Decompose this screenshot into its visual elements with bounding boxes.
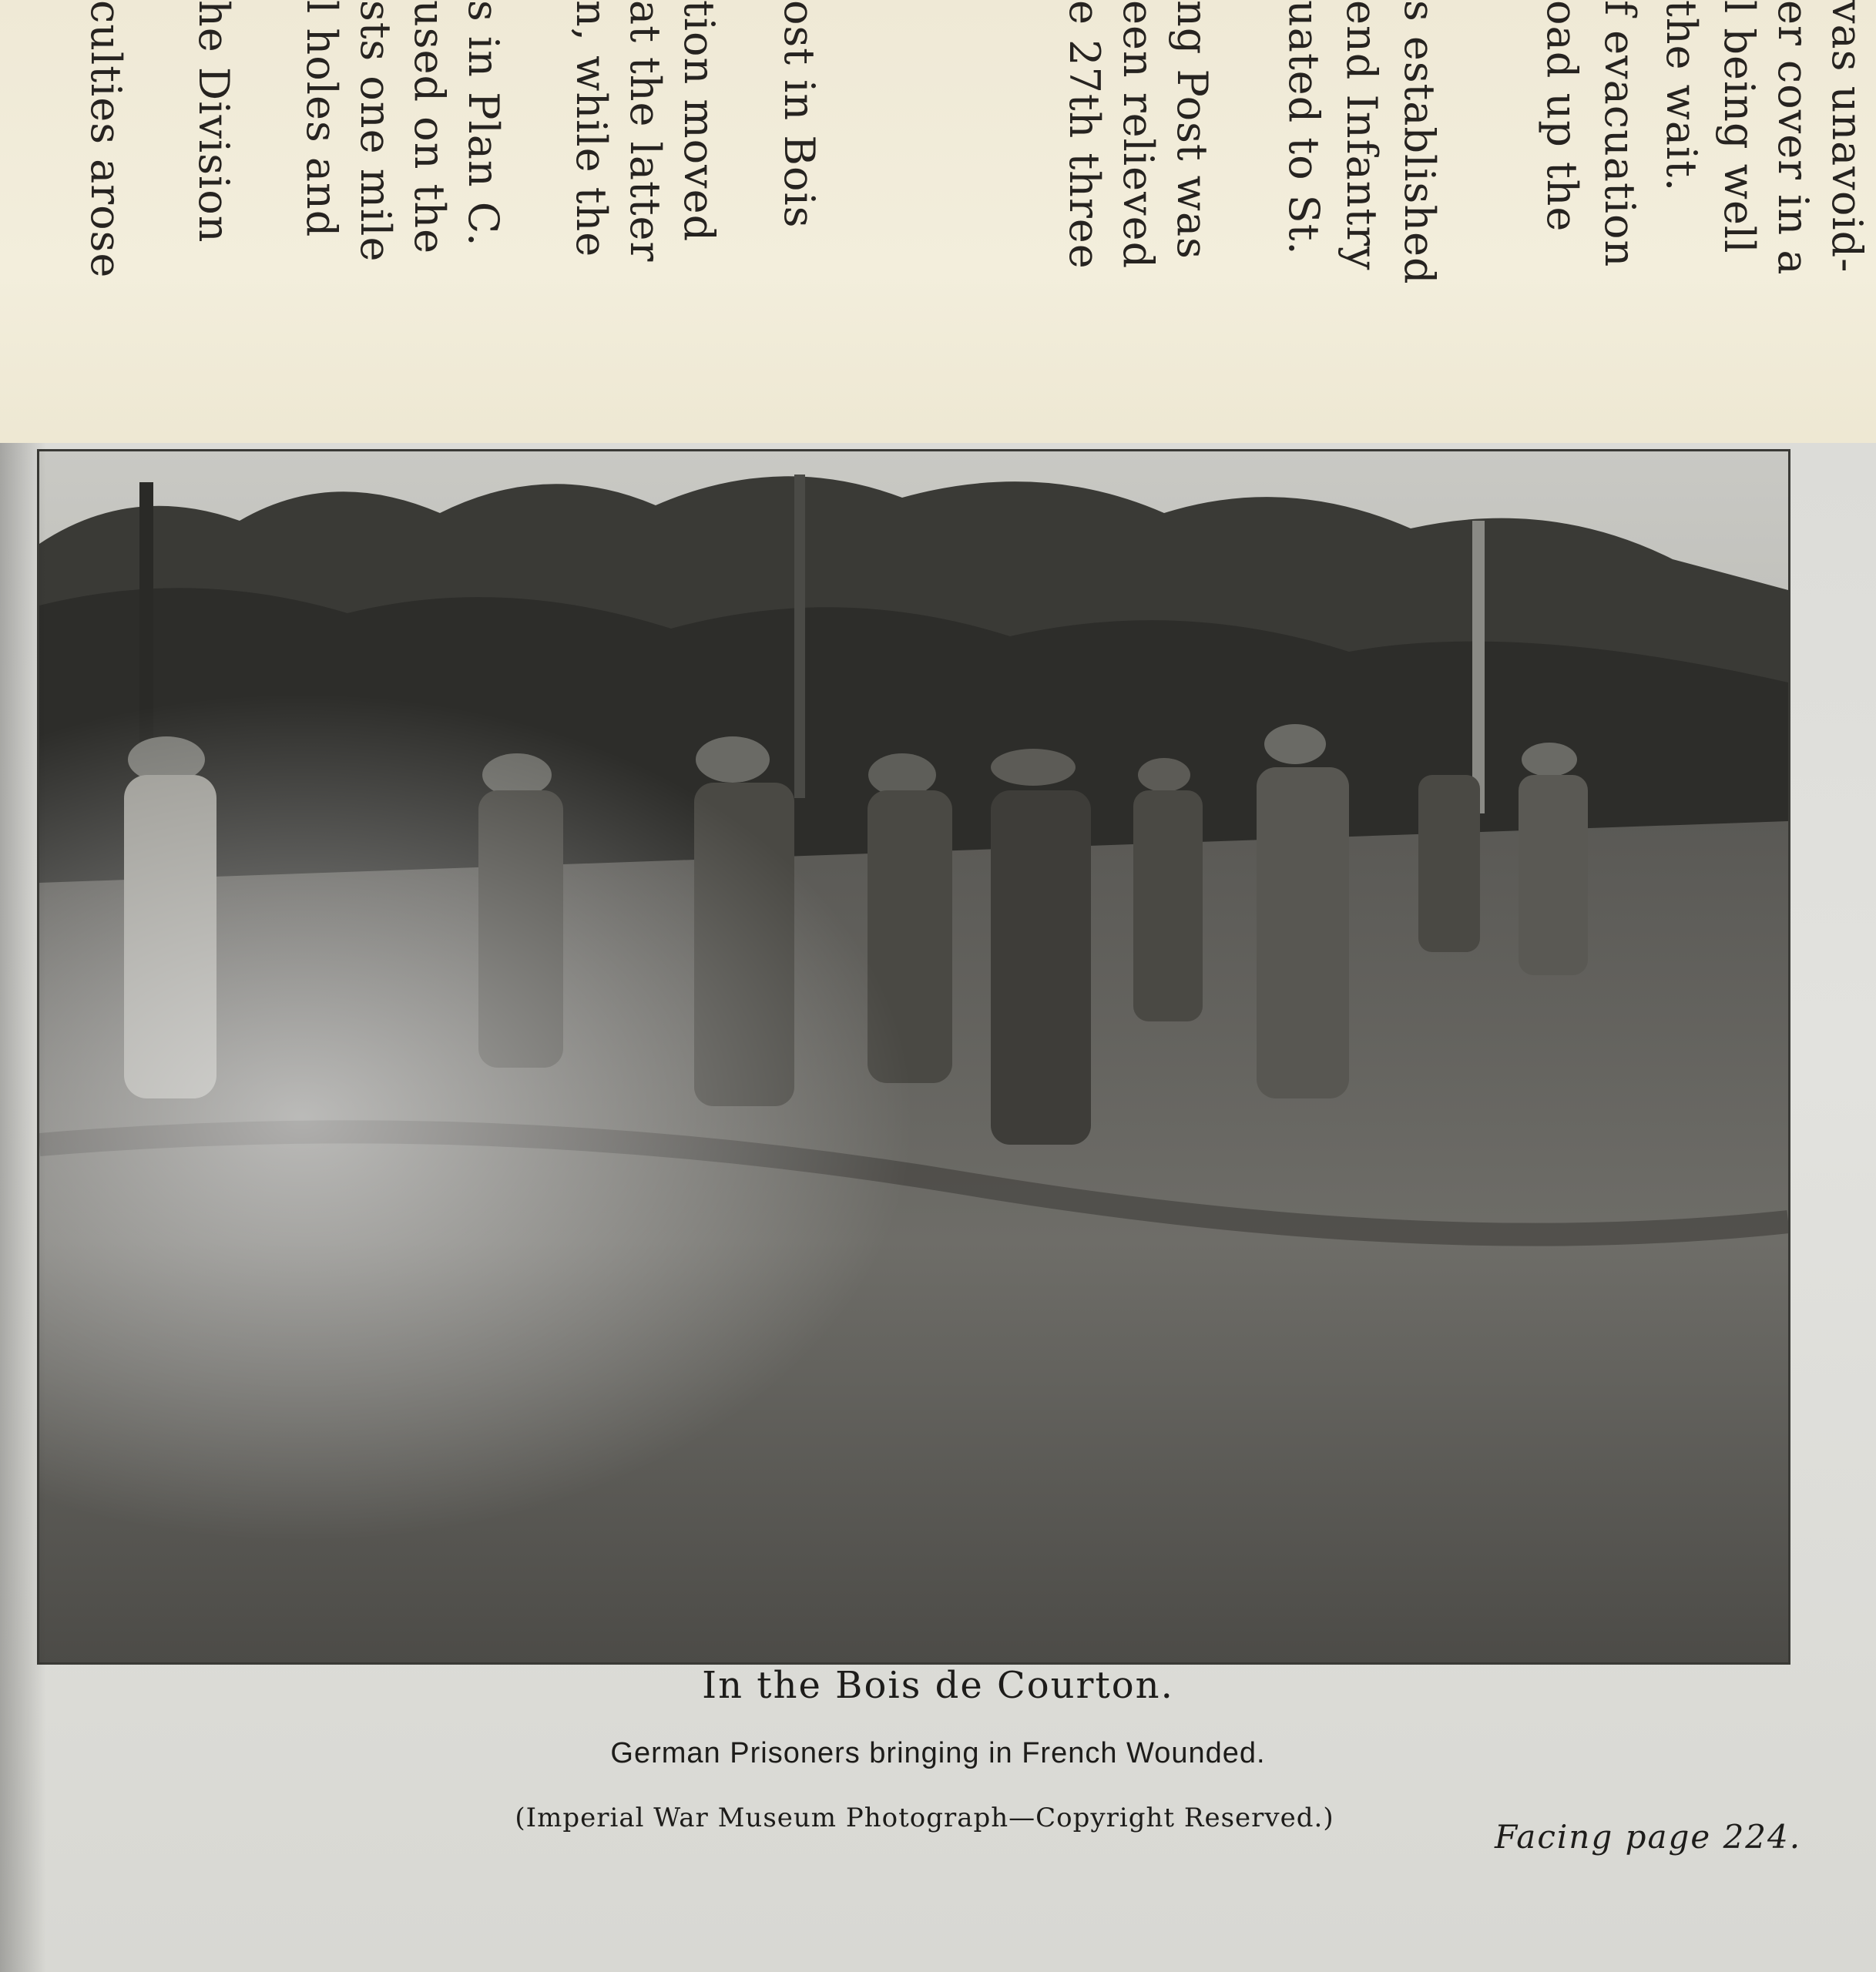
text-column: tion moved bbox=[675, 0, 723, 243]
page-shadow bbox=[0, 443, 46, 1972]
text-column: vas unavoid- bbox=[1823, 0, 1871, 273]
photo-credit: (Imperial War Museum Photograph—Copyright Reserved.) bbox=[515, 1803, 1334, 1833]
text-column: used on the bbox=[405, 0, 454, 255]
rotated-text-columns bbox=[31, 0, 1876, 285]
text-column: he Division bbox=[190, 0, 238, 243]
text-column: the wait. bbox=[1657, 0, 1706, 193]
text-column: l being well bbox=[1715, 0, 1764, 254]
text-column: oad up the bbox=[1538, 0, 1586, 233]
text-column: ost in Bois bbox=[775, 0, 824, 229]
text-column: culties arose bbox=[82, 0, 130, 279]
text-column: f evacuation bbox=[1596, 0, 1644, 268]
text-column: at the latter bbox=[621, 0, 670, 263]
text-column: l holes and bbox=[297, 0, 346, 238]
text-column: sts one mile bbox=[351, 0, 400, 263]
caption-subtitle: German Prisoners bringing in French Wounded. bbox=[610, 1737, 1266, 1769]
text-column: e 27th three bbox=[1060, 0, 1109, 270]
text-column: ng Post was bbox=[1168, 0, 1217, 260]
text-column: een relieved bbox=[1114, 0, 1163, 270]
caption-title: In the Bois de Courton. bbox=[702, 1664, 1174, 1707]
photograph bbox=[37, 449, 1790, 1665]
text-column: er cover in a bbox=[1769, 0, 1817, 276]
text-column: s established bbox=[1395, 0, 1444, 285]
text-column: uated to St. bbox=[1280, 0, 1328, 256]
text-column: end Infantry bbox=[1337, 0, 1386, 271]
text-column: s in Plan C. bbox=[459, 0, 508, 247]
back-text-page bbox=[0, 0, 1876, 493]
text-column: n, while the bbox=[567, 0, 616, 258]
photograph-image bbox=[39, 451, 1788, 1662]
photo-plate-page bbox=[0, 443, 1876, 1972]
facing-page-note: Facing page 224. bbox=[1495, 1818, 1802, 1856]
